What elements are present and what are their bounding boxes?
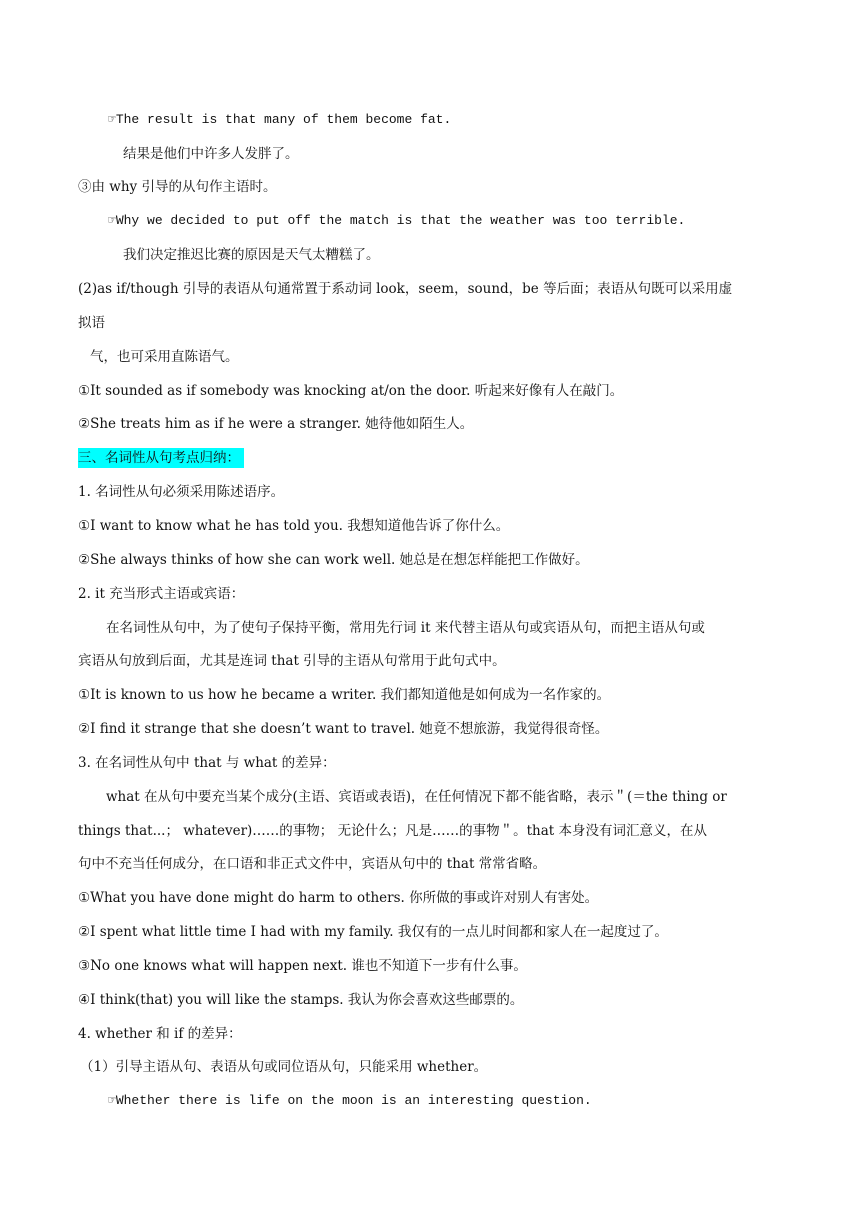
example-item: ②She always thinks of how she can work well. 她总是在想怎样能把工作做好。: [78, 552, 589, 568]
rule-paragraph-cont: 拟语: [78, 315, 105, 331]
example-item: ②I find it strange that she doesn’t want to travel. 她竟不想旅游，我觉得很奇怪。: [78, 721, 609, 737]
rule-item: ③由 why 引导的从句作主语时。: [78, 179, 277, 195]
example-item: ③No one knows what will happen next. 谁也不知道下一步有什么事。: [78, 958, 527, 974]
example-item: ④I think(that) you will like the stamps. 我认为你会喜欢这些邮票的。: [78, 992, 524, 1008]
translation-line: 结果是他们中许多人发胖了。: [123, 146, 299, 162]
sub-point: （1）引导主语从句、表语从句或同位语从句，只能采用 whether。: [80, 1059, 488, 1075]
example-sentence: ☞Why we decided to put off the match is that the weather was too terrible.: [108, 213, 686, 228]
example-sentence: ☞The result is that many of them become fat.: [108, 112, 452, 127]
explanation-paragraph-cont: 宾语从句放到后面，尤其是连词 that 引导的主语从句常用于此句式中。: [78, 653, 506, 669]
point-heading: 2. it 充当形式主语或宾语：: [78, 586, 245, 602]
explanation-paragraph-cont: things that...； whatever)……的事物； 无论什么；凡是……的事物＂。that 本身没有词汇意义，在从: [78, 823, 707, 839]
section-heading: 三、名词性从句考点归纳：: [78, 449, 244, 467]
point-heading: 1. 名词性从句必须采用陈述语序。: [78, 484, 285, 500]
example-item: ②She treats him as if he were a stranger. 她待他如陌生人。: [78, 416, 474, 432]
point-heading: 4. whether 和 if 的差异：: [78, 1026, 242, 1042]
example-item: ①It sounded as if somebody was knocking at/on the door. 听起来好像有人在敲门。: [78, 383, 624, 399]
translation-line: 我们决定推迟比赛的原因是天气太糟糕了。: [123, 247, 380, 263]
explanation-paragraph-cont: 句中不充当任何成分，在口语和非正式文件中，宾语从句中的 that 常常省略。: [78, 856, 547, 872]
example-item: ①What you have done might do harm to others. 你所做的事或许对别人有害处。: [78, 890, 599, 906]
example-item: ②I spent what little time I had with my family. 我仅有的一点儿时间都和家人在一起度过了。: [78, 924, 668, 940]
rule-paragraph: (2)as if/though 引导的表语从句通常置于系动词 look，seem，sound，be 等后面；表语从句既可以采用虚: [78, 281, 733, 297]
explanation-paragraph: what 在从句中要充当某个成分(主语、宾语或表语)，在任何情况下都不能省略，表示＂(＝the thing or: [106, 789, 727, 805]
example-item: ①I want to know what he has told you. 我想知道他告诉了你什么。: [78, 518, 510, 534]
example-item: ①It is known to us how he became a writer. 我们都知道他是如何成为一名作家的。: [78, 687, 611, 703]
rule-paragraph-cont: 气，也可采用直陈语气。: [90, 349, 239, 365]
point-heading: 3. 在名词性从句中 that 与 what 的差异：: [78, 755, 336, 771]
example-sentence: ☞Whether there is life on the moon is an interesting question.: [108, 1093, 592, 1108]
explanation-paragraph: 在名词性从句中，为了使句子保持平衡，常用先行词 it 来代替主语从句或宾语从句，而把主语从句或: [106, 620, 705, 636]
